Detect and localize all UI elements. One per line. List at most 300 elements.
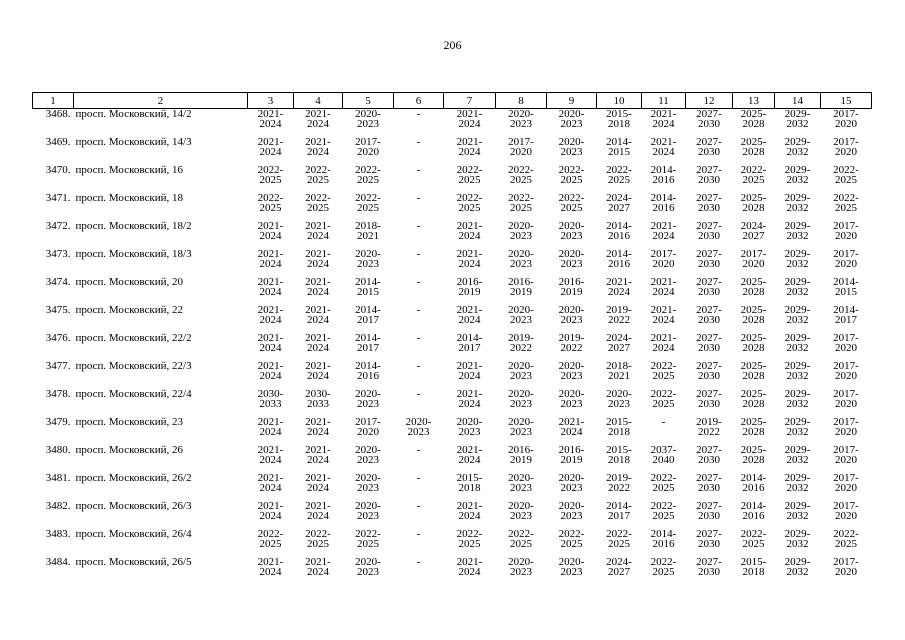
period-cell bbox=[686, 557, 733, 585]
period-cell bbox=[444, 277, 496, 305]
period-value: 2020-2023 bbox=[355, 500, 381, 522]
period-value: 2022-2025 bbox=[650, 472, 677, 494]
period-value: 2014-2016 bbox=[650, 164, 677, 186]
period-cell bbox=[343, 557, 394, 585]
period-value: 2027-2030 bbox=[696, 500, 722, 522]
column-header: 8 bbox=[496, 93, 547, 109]
period-value: 2029-2032 bbox=[784, 472, 811, 494]
period-value: 2022-2025 bbox=[558, 528, 585, 550]
period-cell bbox=[394, 109, 444, 138]
period-cell bbox=[547, 557, 597, 585]
period-cell bbox=[686, 501, 733, 529]
period-value: 2019-2022 bbox=[606, 472, 632, 494]
period-cell bbox=[733, 277, 775, 305]
period-cell bbox=[547, 165, 597, 193]
row-number: 3468. bbox=[45, 108, 71, 120]
period-cell bbox=[248, 305, 294, 333]
address-cell: просп. Московский, 22 bbox=[75, 304, 184, 316]
period-value: 2016-2019 bbox=[558, 276, 585, 298]
period-value: 2022-2025 bbox=[305, 192, 331, 214]
period-value: 2021-2024 bbox=[456, 444, 483, 466]
period-cell bbox=[248, 557, 294, 585]
period-value: 2021-2024 bbox=[650, 304, 677, 326]
period-cell bbox=[547, 361, 597, 389]
period-value: - bbox=[416, 164, 421, 176]
period-cell bbox=[547, 529, 597, 557]
period-value: 2022-2025 bbox=[456, 164, 483, 186]
period-cell bbox=[775, 557, 821, 585]
period-cell bbox=[547, 445, 597, 473]
period-cell bbox=[821, 557, 872, 585]
period-cell bbox=[547, 417, 597, 445]
period-value: - bbox=[416, 192, 421, 204]
period-value: 2016-2019 bbox=[508, 276, 534, 298]
period-cell bbox=[394, 249, 444, 277]
period-value: 2014-2016 bbox=[740, 500, 767, 522]
period-cell bbox=[496, 501, 547, 529]
period-value: 2027-2030 bbox=[696, 332, 722, 354]
period-value: 2027-2030 bbox=[696, 192, 722, 214]
period-value: 2021-2024 bbox=[257, 444, 284, 466]
period-value: 2020-2023 bbox=[355, 556, 381, 578]
table-row bbox=[33, 529, 872, 557]
period-value: 2020-2023 bbox=[558, 136, 585, 158]
row-number: 3483. bbox=[45, 528, 71, 540]
period-value: 2027-2030 bbox=[696, 472, 722, 494]
table-row bbox=[33, 557, 872, 585]
period-cell bbox=[733, 389, 775, 417]
period-value: 2021-2024 bbox=[456, 500, 483, 522]
period-value: 2022-2025 bbox=[606, 528, 632, 550]
column-header: 4 bbox=[294, 93, 343, 109]
period-value: 2020-2023 bbox=[508, 360, 534, 382]
period-value: 2021-2024 bbox=[456, 220, 483, 242]
period-cell bbox=[444, 249, 496, 277]
period-value: 2021-2024 bbox=[456, 360, 483, 382]
column-header: 1 bbox=[33, 93, 74, 109]
period-value: 2018-2021 bbox=[606, 360, 632, 382]
period-cell bbox=[343, 249, 394, 277]
period-value: 2022-2025 bbox=[355, 528, 381, 550]
period-value: 2020-2023 bbox=[355, 472, 381, 494]
period-cell bbox=[775, 501, 821, 529]
period-value: 2019-2022 bbox=[696, 416, 722, 438]
period-cell bbox=[294, 221, 343, 249]
period-cell bbox=[775, 305, 821, 333]
period-cell bbox=[294, 473, 343, 501]
period-cell bbox=[821, 305, 872, 333]
period-cell bbox=[343, 333, 394, 361]
period-cell bbox=[547, 277, 597, 305]
period-cell bbox=[597, 389, 642, 417]
period-value: - bbox=[416, 472, 421, 484]
period-cell bbox=[775, 473, 821, 501]
period-value: 2025-2028 bbox=[740, 108, 767, 130]
period-value: 2029-2032 bbox=[784, 108, 811, 130]
period-cell bbox=[775, 109, 821, 138]
row-number: 3477. bbox=[45, 360, 71, 372]
period-value: 2020-2023 bbox=[508, 556, 534, 578]
period-value: 2022-2025 bbox=[355, 192, 381, 214]
period-value: - bbox=[661, 416, 666, 428]
period-cell bbox=[775, 361, 821, 389]
period-value: 2014-2015 bbox=[606, 136, 632, 158]
period-cell bbox=[733, 557, 775, 585]
address-cell: просп. Московский, 20 bbox=[75, 276, 184, 288]
period-cell bbox=[733, 529, 775, 557]
period-cell bbox=[496, 137, 547, 165]
period-value: 2027-2030 bbox=[696, 304, 722, 326]
period-cell bbox=[686, 473, 733, 501]
registry-table bbox=[32, 92, 872, 585]
period-cell bbox=[821, 417, 872, 445]
period-value: - bbox=[416, 220, 421, 232]
period-cell bbox=[343, 389, 394, 417]
period-cell bbox=[343, 445, 394, 473]
period-value: 2017-2020 bbox=[508, 136, 534, 158]
period-cell bbox=[686, 165, 733, 193]
period-value: 2022-2025 bbox=[650, 556, 677, 578]
period-cell bbox=[394, 473, 444, 501]
period-value: 2017-2020 bbox=[833, 444, 859, 466]
period-value: 2021-2024 bbox=[456, 108, 483, 130]
period-value: 2020-2023 bbox=[355, 108, 381, 130]
period-value: 2025-2028 bbox=[740, 360, 767, 382]
period-cell bbox=[294, 109, 343, 138]
table-row bbox=[33, 473, 872, 501]
period-value: - bbox=[416, 276, 421, 288]
period-cell bbox=[547, 389, 597, 417]
period-value: 2027-2030 bbox=[696, 556, 722, 578]
period-value: 2021-2024 bbox=[305, 556, 331, 578]
period-value: 2018-2021 bbox=[355, 220, 381, 242]
period-cell bbox=[547, 221, 597, 249]
period-cell bbox=[294, 501, 343, 529]
period-value: 2015-2018 bbox=[740, 556, 767, 578]
period-value: 2017-2020 bbox=[833, 108, 859, 130]
period-cell bbox=[343, 221, 394, 249]
period-cell bbox=[248, 165, 294, 193]
row-number: 3484. bbox=[45, 556, 71, 568]
period-value: 2015-2018 bbox=[606, 444, 632, 466]
period-cell bbox=[444, 389, 496, 417]
period-cell bbox=[642, 109, 686, 138]
period-cell bbox=[496, 529, 547, 557]
period-cell bbox=[496, 557, 547, 585]
period-value: 2021-2024 bbox=[257, 220, 284, 242]
period-cell bbox=[248, 249, 294, 277]
period-value: 2021-2024 bbox=[650, 332, 677, 354]
period-value: 2021-2024 bbox=[305, 248, 331, 270]
period-cell bbox=[343, 361, 394, 389]
period-value: 2020-2023 bbox=[558, 556, 585, 578]
period-cell bbox=[642, 333, 686, 361]
period-value: - bbox=[416, 388, 421, 400]
period-value: 2022-2025 bbox=[833, 192, 859, 214]
period-cell bbox=[294, 417, 343, 445]
period-cell bbox=[343, 417, 394, 445]
period-value: 2014-2017 bbox=[456, 332, 483, 354]
period-value: - bbox=[416, 500, 421, 512]
period-value: 2025-2028 bbox=[740, 276, 767, 298]
period-value: 2021-2024 bbox=[305, 472, 331, 494]
period-cell bbox=[343, 109, 394, 138]
period-cell bbox=[597, 529, 642, 557]
period-value: 2024-2027 bbox=[740, 220, 767, 242]
address-cell: просп. Московский, 22/3 bbox=[75, 360, 192, 372]
period-value: 2021-2024 bbox=[257, 108, 284, 130]
period-cell bbox=[686, 389, 733, 417]
period-value: 2027-2030 bbox=[696, 388, 722, 410]
period-cell bbox=[343, 277, 394, 305]
period-cell bbox=[547, 501, 597, 529]
address-cell: просп. Московский, 26/2 bbox=[75, 472, 192, 484]
period-cell bbox=[394, 165, 444, 193]
period-cell bbox=[294, 361, 343, 389]
period-value: 2027-2030 bbox=[696, 276, 722, 298]
period-value: 2017-2020 bbox=[355, 416, 381, 438]
period-cell bbox=[248, 501, 294, 529]
column-header: 5 bbox=[343, 93, 394, 109]
period-cell bbox=[642, 137, 686, 165]
period-cell bbox=[775, 417, 821, 445]
period-cell bbox=[394, 529, 444, 557]
period-value: 2029-2032 bbox=[784, 248, 811, 270]
period-cell bbox=[444, 305, 496, 333]
period-cell bbox=[294, 557, 343, 585]
period-cell bbox=[821, 277, 872, 305]
period-value: 2022-2025 bbox=[305, 164, 331, 186]
period-value: 2017-2020 bbox=[833, 472, 859, 494]
period-value: 2019-2022 bbox=[606, 304, 632, 326]
period-cell bbox=[496, 165, 547, 193]
period-value: - bbox=[416, 248, 421, 260]
period-value: 2022-2025 bbox=[456, 192, 483, 214]
period-value: 2022-2025 bbox=[558, 164, 585, 186]
period-cell bbox=[733, 165, 775, 193]
column-header: 6 bbox=[394, 93, 444, 109]
period-cell bbox=[597, 109, 642, 138]
period-value: 2021-2024 bbox=[257, 136, 284, 158]
period-cell bbox=[733, 445, 775, 473]
period-value: 2029-2032 bbox=[784, 500, 811, 522]
period-cell bbox=[343, 529, 394, 557]
column-header: 14 bbox=[775, 93, 821, 109]
period-value: 2027-2030 bbox=[696, 444, 722, 466]
period-value: 2017-2020 bbox=[833, 556, 859, 578]
period-cell bbox=[444, 529, 496, 557]
period-value: 2014-2016 bbox=[606, 248, 632, 270]
period-value: 2021-2024 bbox=[305, 276, 331, 298]
period-value: 2020-2023 bbox=[508, 472, 534, 494]
period-cell bbox=[642, 473, 686, 501]
period-cell bbox=[733, 361, 775, 389]
period-value: 2021-2024 bbox=[257, 304, 284, 326]
period-cell bbox=[248, 389, 294, 417]
period-cell bbox=[821, 165, 872, 193]
period-value: 2022-2025 bbox=[606, 164, 632, 186]
period-value: 2015-2018 bbox=[606, 416, 632, 438]
period-cell bbox=[444, 417, 496, 445]
period-cell bbox=[821, 137, 872, 165]
period-cell bbox=[248, 473, 294, 501]
row-number: 3475. bbox=[45, 304, 71, 316]
period-cell bbox=[686, 249, 733, 277]
period-value: 2014-2016 bbox=[606, 220, 632, 242]
column-header: 13 bbox=[733, 93, 775, 109]
period-cell bbox=[294, 445, 343, 473]
period-cell bbox=[821, 193, 872, 221]
period-cell bbox=[547, 249, 597, 277]
period-cell bbox=[775, 249, 821, 277]
period-value: 2021-2024 bbox=[305, 136, 331, 158]
period-cell bbox=[597, 277, 642, 305]
period-value: 2021-2024 bbox=[305, 416, 331, 438]
period-cell bbox=[733, 249, 775, 277]
period-value: 2020-2023 bbox=[508, 108, 534, 130]
period-cell bbox=[733, 193, 775, 221]
period-cell bbox=[248, 277, 294, 305]
period-value: 2027-2030 bbox=[696, 528, 722, 550]
period-value: 2021-2024 bbox=[650, 136, 677, 158]
column-header: 9 bbox=[547, 93, 597, 109]
period-cell bbox=[343, 473, 394, 501]
table-row bbox=[33, 389, 872, 417]
period-cell bbox=[821, 109, 872, 138]
period-cell bbox=[294, 193, 343, 221]
period-cell bbox=[248, 417, 294, 445]
period-value: - bbox=[416, 528, 421, 540]
period-cell bbox=[597, 473, 642, 501]
period-cell bbox=[597, 137, 642, 165]
address-cell: просп. Московский, 18/3 bbox=[75, 248, 192, 260]
period-value: - bbox=[416, 108, 421, 120]
period-value: 2027-2030 bbox=[696, 108, 722, 130]
period-cell bbox=[597, 193, 642, 221]
period-value: 2020-2023 bbox=[405, 416, 432, 438]
period-cell bbox=[821, 221, 872, 249]
address-cell: просп. Московский, 18 bbox=[75, 192, 184, 204]
row-number: 3479. bbox=[45, 416, 71, 428]
period-cell bbox=[642, 557, 686, 585]
period-value: 2024-2027 bbox=[606, 192, 632, 214]
period-cell bbox=[821, 389, 872, 417]
period-value: 2020-2023 bbox=[558, 472, 585, 494]
period-value: 2027-2030 bbox=[696, 248, 722, 270]
period-cell bbox=[686, 277, 733, 305]
period-value: 2016-2019 bbox=[456, 276, 483, 298]
period-value: 2017-2020 bbox=[833, 332, 859, 354]
period-value: 2017-2020 bbox=[833, 220, 859, 242]
period-value: 2025-2028 bbox=[740, 416, 767, 438]
period-cell bbox=[733, 109, 775, 138]
period-cell bbox=[775, 529, 821, 557]
period-value: 2022-2025 bbox=[740, 164, 767, 186]
period-value: 2029-2032 bbox=[784, 164, 811, 186]
period-cell bbox=[686, 445, 733, 473]
period-value: 2014-2016 bbox=[740, 472, 767, 494]
period-value: 2021-2024 bbox=[456, 248, 483, 270]
period-value: 2014-2017 bbox=[606, 500, 632, 522]
period-cell bbox=[821, 445, 872, 473]
table-row bbox=[33, 501, 872, 529]
period-value: 2016-2019 bbox=[508, 444, 534, 466]
row-number: 3473. bbox=[45, 248, 71, 260]
period-cell bbox=[496, 361, 547, 389]
period-cell bbox=[444, 473, 496, 501]
period-cell bbox=[444, 557, 496, 585]
period-cell bbox=[733, 305, 775, 333]
period-value: 2021-2024 bbox=[305, 444, 331, 466]
period-cell bbox=[496, 445, 547, 473]
period-cell bbox=[294, 249, 343, 277]
table-row bbox=[33, 361, 872, 389]
period-cell bbox=[394, 305, 444, 333]
period-cell bbox=[294, 305, 343, 333]
period-cell bbox=[821, 361, 872, 389]
period-value: 2021-2024 bbox=[456, 304, 483, 326]
period-cell bbox=[294, 333, 343, 361]
period-value: 2016-2019 bbox=[558, 444, 585, 466]
period-value: - bbox=[416, 332, 421, 344]
period-cell bbox=[394, 389, 444, 417]
period-value: 2022-2025 bbox=[650, 388, 677, 410]
period-cell bbox=[686, 417, 733, 445]
period-cell bbox=[444, 193, 496, 221]
period-value: - bbox=[416, 360, 421, 372]
column-header: 3 bbox=[248, 93, 294, 109]
period-cell bbox=[686, 137, 733, 165]
period-cell bbox=[547, 333, 597, 361]
period-cell bbox=[597, 501, 642, 529]
period-value: 2027-2030 bbox=[696, 220, 722, 242]
period-value: 2020-2023 bbox=[558, 220, 585, 242]
period-value: 2020-2023 bbox=[355, 388, 381, 410]
table-row bbox=[33, 249, 872, 277]
period-cell bbox=[775, 137, 821, 165]
period-value: 2020-2023 bbox=[508, 304, 534, 326]
period-value: 2029-2032 bbox=[784, 360, 811, 382]
period-value: 2027-2030 bbox=[696, 360, 722, 382]
row-number: 3472. bbox=[45, 220, 71, 232]
period-cell bbox=[686, 333, 733, 361]
period-value: 2029-2032 bbox=[784, 416, 811, 438]
period-value: 2029-2032 bbox=[784, 528, 811, 550]
period-value: 2020-2023 bbox=[558, 360, 585, 382]
period-cell bbox=[775, 221, 821, 249]
period-value: 2017-2020 bbox=[740, 248, 767, 270]
period-value: 2021-2024 bbox=[257, 248, 284, 270]
period-value: 2020-2023 bbox=[558, 304, 585, 326]
period-value: 2021-2024 bbox=[257, 416, 284, 438]
period-cell bbox=[294, 529, 343, 557]
period-cell bbox=[547, 193, 597, 221]
period-cell bbox=[248, 137, 294, 165]
period-cell bbox=[821, 529, 872, 557]
period-cell bbox=[686, 221, 733, 249]
table-row bbox=[33, 277, 872, 305]
period-cell bbox=[597, 165, 642, 193]
period-cell bbox=[686, 361, 733, 389]
period-value: 2022-2025 bbox=[833, 164, 859, 186]
period-cell bbox=[775, 277, 821, 305]
period-value: 2022-2025 bbox=[650, 500, 677, 522]
period-cell bbox=[394, 501, 444, 529]
period-value: 2021-2024 bbox=[305, 220, 331, 242]
period-cell bbox=[547, 109, 597, 138]
period-value: 2022-2025 bbox=[508, 164, 534, 186]
period-value: 2029-2032 bbox=[784, 444, 811, 466]
